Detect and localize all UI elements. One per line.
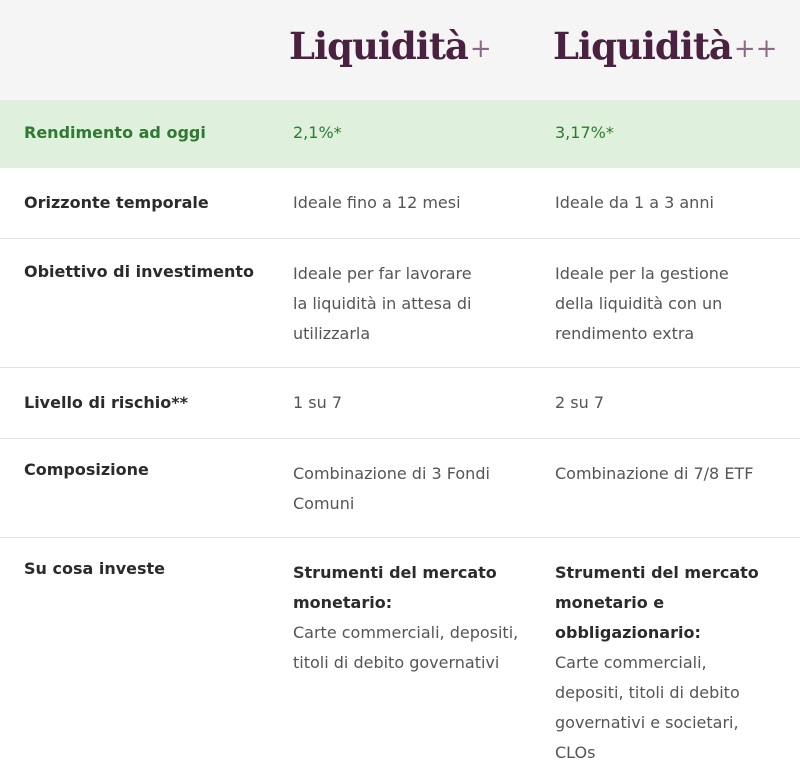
row-label: Obiettivo di investimento <box>24 262 255 281</box>
value-product2: Strumenti del mercato monetario e obbligazionario: Carte commerciali, depositi, titoli di debito governativi e societari, CLOs <box>555 563 759 762</box>
row-label: Orizzonte temporale <box>24 193 209 212</box>
value-product2: Combinazione di 7/8 ETF <box>555 464 754 483</box>
row-label: Rendimento ad oggi <box>24 123 206 142</box>
row-obiettivo <box>0 239 800 368</box>
value-product2: 2 su 7 <box>555 393 605 412</box>
value-product1: Strumenti del mercato monetario: Carte commerciali, depositi, titoli di debito governativi <box>293 563 519 672</box>
value-product2: Ideale per la gestione della liquidità con un rendimento extra <box>555 264 729 343</box>
row-label: Composizione <box>24 460 149 479</box>
value-product1: 2,1%* <box>293 123 342 142</box>
row-rendimento <box>0 100 800 168</box>
table-header <box>0 0 800 100</box>
value-product1: 1 su 7 <box>293 393 343 412</box>
row-label: Livello di rischio** <box>24 393 188 412</box>
row-composizione <box>0 439 800 538</box>
row-rischio <box>0 368 800 439</box>
row-orizzonte <box>0 168 800 239</box>
value-product1: Ideale fino a 12 mesi <box>293 193 461 212</box>
value-product2: 3,17%* <box>555 123 614 142</box>
product-liquidita-plusplus-title: Liquidità++ <box>553 24 778 68</box>
value-product2: Ideale da 1 a 3 anni <box>555 193 714 212</box>
row-label: Su cosa investe <box>24 559 166 578</box>
value-product1: Combinazione di 3 Fondi Comuni <box>293 464 490 513</box>
product-liquidita-plus-title: Liquidità+ <box>289 24 492 68</box>
row-investe <box>0 538 800 778</box>
value-product1: Ideale per far lavorare la liquidità in attesa di utilizzarla <box>293 264 472 343</box>
